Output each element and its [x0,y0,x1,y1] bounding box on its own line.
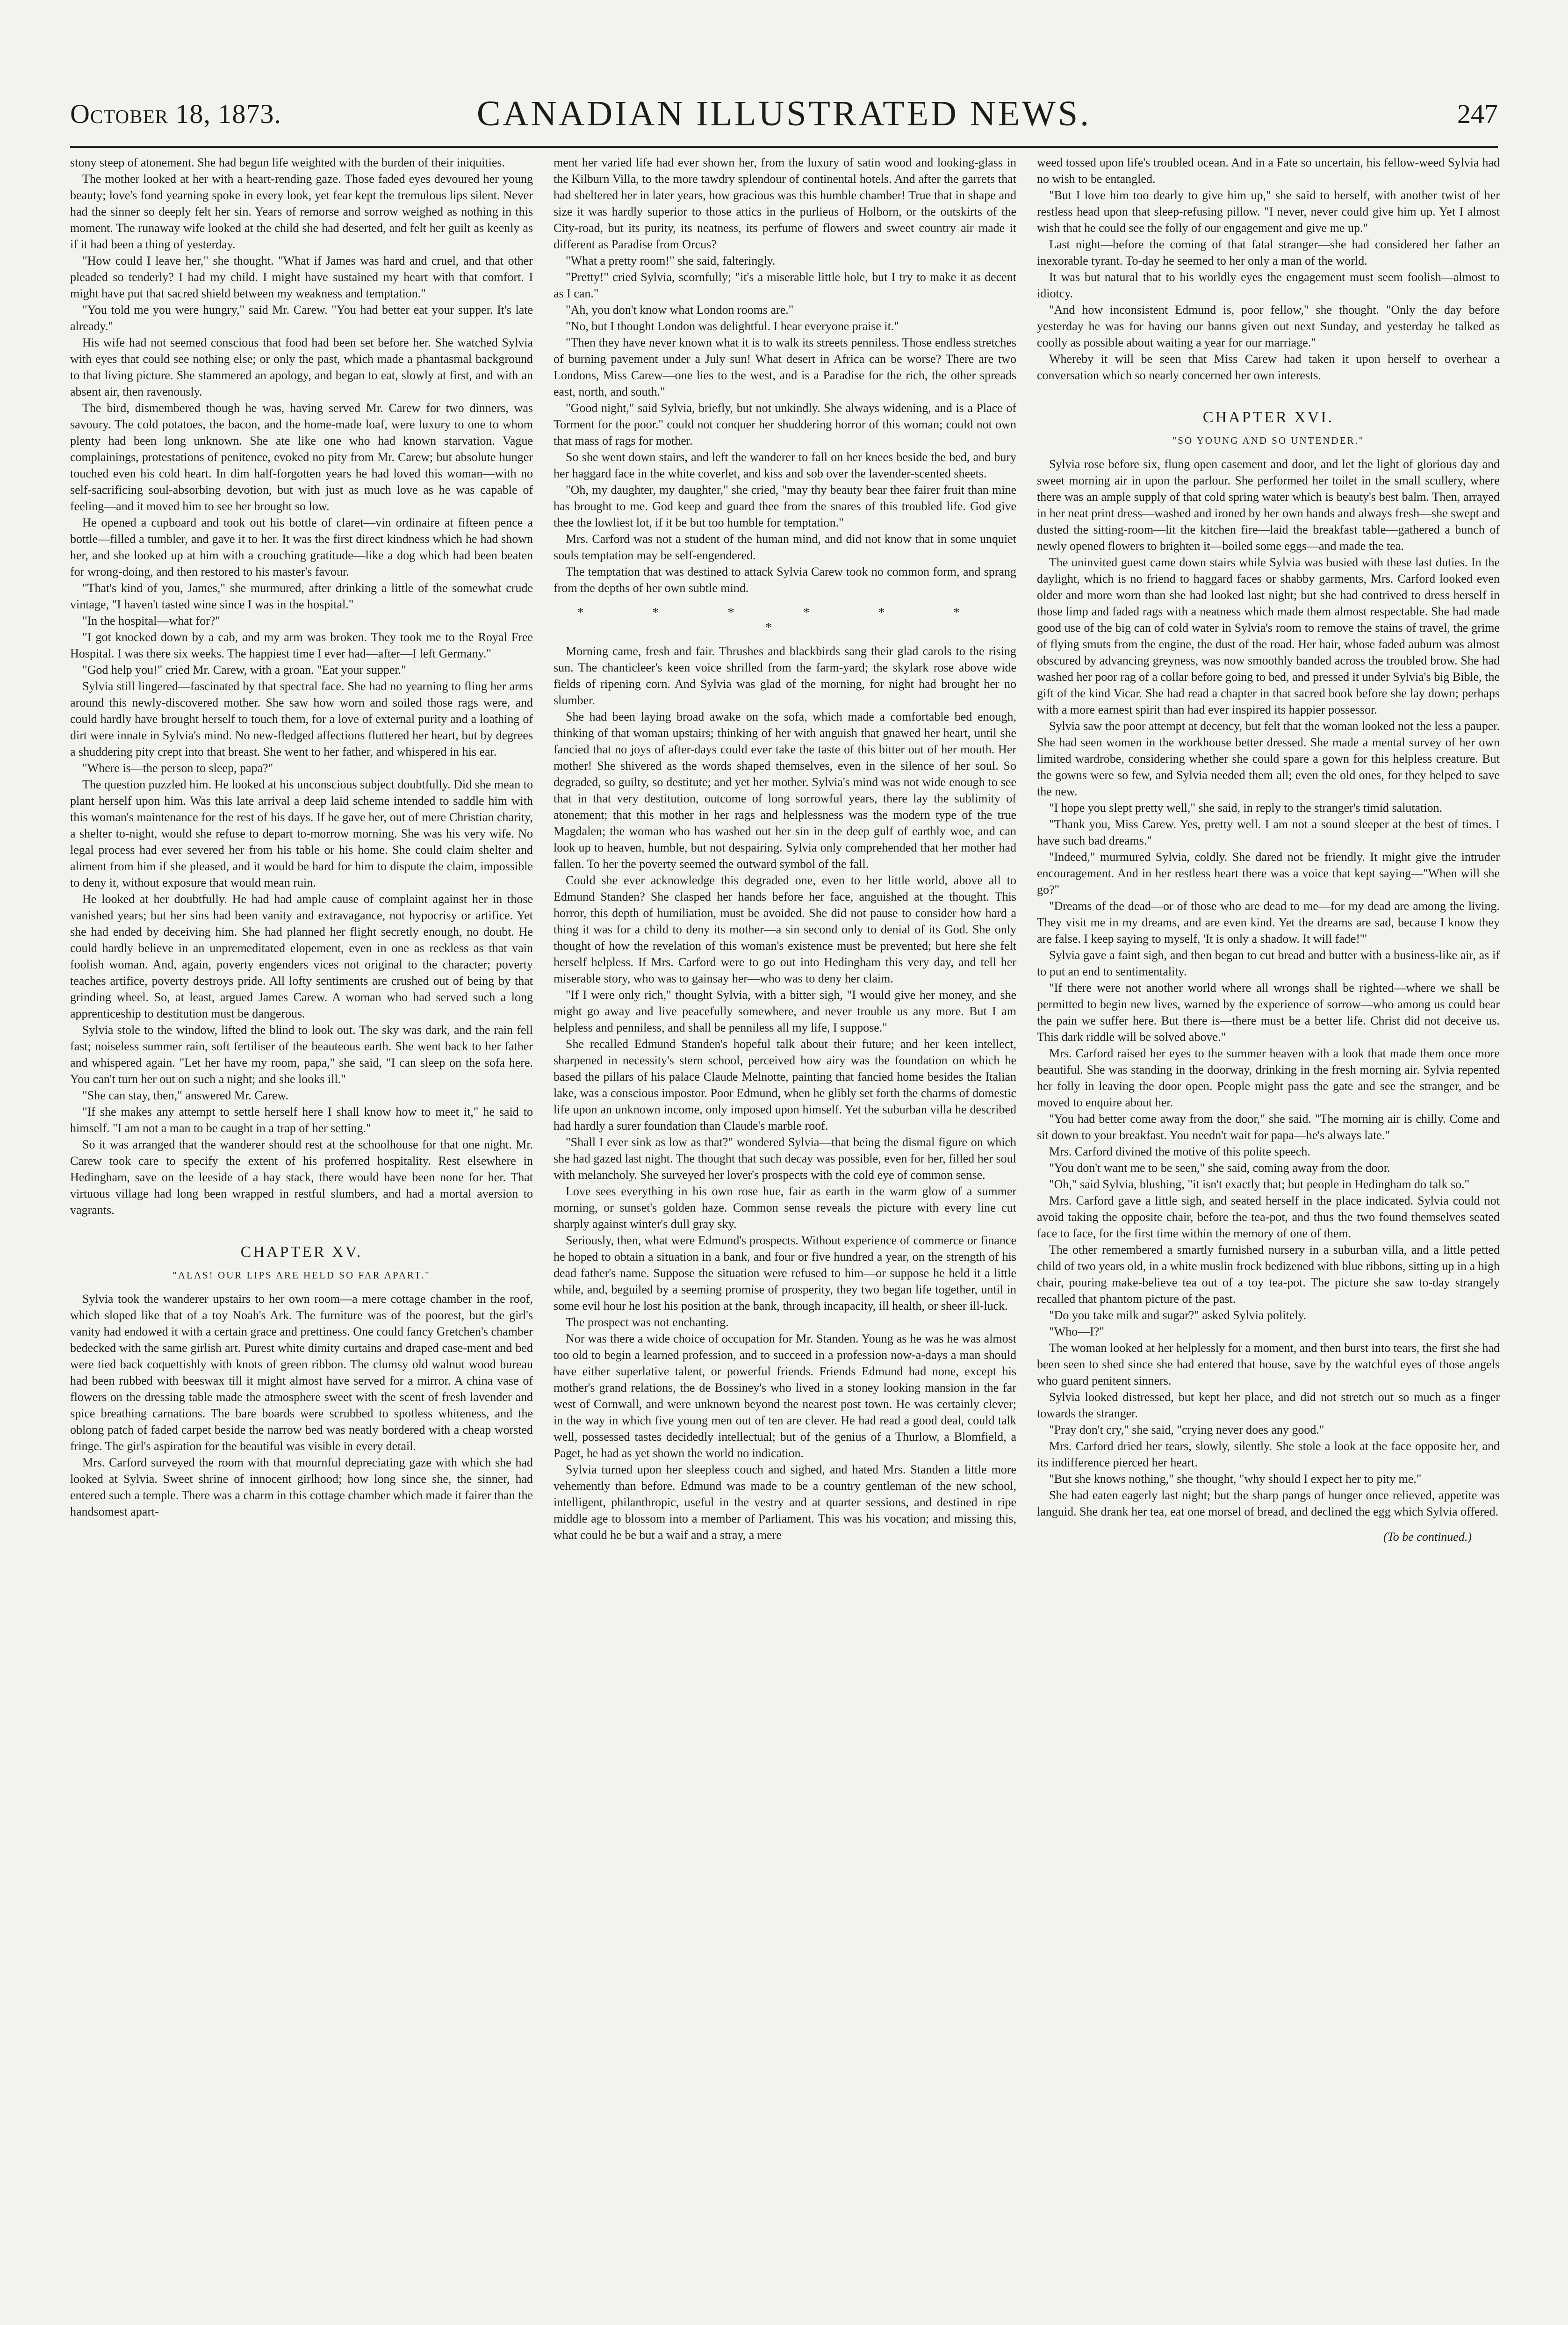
paragraph: The mother looked at her with a heart-rending gaze. Those faded eyes devoured her young beauty; love's fond yearning spoke in every look, yet fear kept the tremulous lips silent. Never had the sinner so deeply felt her sin. Years of remorse and sorrow weighed as nothing in this moment. The runaway wife looked at the child she had deserted, and felt her guilt as keenly as if it had been a thing of yesterday. [70,172,533,251]
paragraph: The prospect was not enchanting. [566,1315,729,1329]
page-number: 247 [1457,99,1498,129]
paragraph: "Oh," said Sylvia, blushing, "it isn't exactly that; but people in Hedingham do talk so." [1049,1177,1470,1191]
paragraph: "Then they have never known what it is to walk its streets penniless. Those endless stretches of burning pavement under a July sun! What desert in Africa can be worse? There are two Londons, Miss Carew—one lies to the west, and is a Paradise for the rich, the other spreads east, north, and south." [554,336,1016,398]
paragraph: Sylvia gave a faint sigh, and then began to cut bread and butter with a business-like air, as if to put an end to sentimentality. [1037,948,1500,978]
paragraph: "You don't want me to be seen," she said, coming away from the door. [1049,1161,1390,1175]
paragraph: The question puzzled him. He looked at his unconscious subject doubtfully. Did she mean to plant herself upon him. Was this late arrival a deep laid scheme intended to saddle him with this woman's maintenance for the rest of his days. If he gave her, out of mere Christian charity, a shelter to-night, would she refuse to depart to-morrow morning. She was his very wife. No legal process had ever severed her from his table or his home. She could claim shelter and aliment from him if she pleased, and it would be hard for him to dispute the claim, impossible to deny it, without exposure that would mean ruin. [70,778,533,889]
paragraph: "What a pretty room!" she said, falteringly. [566,254,776,267]
paragraph: "Ah, you don't know what London rooms are." [566,303,794,317]
paragraph: Mrs. Carford raised her eyes to the summer heaven with a look that made them once more beautiful. She was standing in the doorway, drinking in the fresh morning air. Sylvia repented her folly in leaving the door open. People might pass the gate and see the stranger, and be moved to enquire about her. [1037,1047,1500,1109]
paragraph: "In the hospital—what for?" [82,614,220,628]
column-2-morning-paragraphs [554,643,1016,1543]
text-columns [70,154,1498,2269]
paragraph: Sylvia saw the poor attempt at decency, but felt that the woman looked not the less a pauper. She had seen women in the workhouse better dressed. She made a mental survey of her own limited wardrobe, considering whether she could spare a gown for this helpless creature. But the gowns were so few, and Sylvia needed them all; even the old ones, for they helped to save the new. [1037,719,1500,798]
paragraph: It was but natural that to his worldly eyes the engagement must seem foolish—almost to idiotcy. [1037,270,1500,300]
paragraph: She had been laying broad awake on the sofa, which made a comfortable bed enough, thinking of that woman upstairs; thinking of her with anguish that gnawed her heart, until she fancied that no joys of after-days could ever take the taste of this bitter out of her mouth. Her mother! She shivered as the words shaped themselves, even in the silence of her soul. So degraded, so guilty, so destitute; and yet her mother. Sylvia's mind was not wide enough to see that in that very destitution, outcome of long sorrowful years, there lay the sublimity of atonement; that this mother in her rags and helplessness was the modern type of the true Magdalen; the woman who has washed out her sin in the deep gulf of earthly woe, and can look up to heaven, humble, but not despairing. Sylvia only comprehended that her mother had fallen. To her the poverty seemed the outward symbol of the fall. [554,710,1016,871]
paragraph: Mrs. Carford dried her tears, slowly, silently. She stole a look at the face opposite her, and its indifference pierced her heart. [1037,1439,1500,1469]
column-3 [1037,154,1500,2269]
paragraph: Morning came, fresh and fair. Thrushes and blackbirds sang their glad carols to the rising sun. The chanticleer's keen voice shrilled from the farm-yard; the skylark rose above wide fields of ripening corn. And Sylvia was glad of the morning, for night had brought her no slumber. [554,644,1016,707]
paragraph: Sylvia rose before six, flung open casement and door, and let the light of glorious day and sweet morning air in upon the parlour. She performed her toilet in the small scullery, where there was an ample supply of that cold spring water which is beauty's best balm. Then, arrayed in her neat print dress—washed and ironed by her own hands and always fresh—she swept and dusted the sitting-room—lit the kitchen fire—laid the breakfast table—gathered a bunch of newly opened flowers to brighten it—boiled some eggs—and made the tea. [1037,457,1500,553]
paragraph: "Good night," said Sylvia, briefly, but not unkindly. She always widening, and is a Place of Torment for the poor." could not conquer her shuddering horror of this woman; could not own that mass of rags for mother. [554,401,1016,448]
paragraph: "I hope you slept pretty well," she said, in reply to the stranger's timid salutation. [1049,801,1443,815]
chapter-15-subtitle: "ALAS! OUR LIPS ARE HELD SO FAR APART." [173,1270,431,1281]
column-1-paragraphs [70,154,533,1218]
paragraph: "Indeed," murmured Sylvia, coldly. She dared not be friendly. It might give the intruder encouragement. And in her restless heart there was a voice that kept saying—"When will she go?" [1037,850,1500,896]
paragraph: Mrs. Carford divined the motive of this polite speech. [1049,1145,1310,1158]
column-3-paragraphs [1037,154,1500,383]
paragraph: "That's kind of you, James," she murmured, after drinking a little of the somewhat crude vintage, "I haven't tasted wine since I was in the hospital." [70,581,533,611]
paragraph: She had eaten eagerly last night; but the sharp pangs of hunger once relieved, appetite was languid. She drank her tea, eat one morsel of bread, and declined the egg which Sylvia offered. [1037,1488,1500,1518]
paragraph: Nor was there a wide choice of occupation for Mr. Standen. Young as he was he was almost too old to begin a learned profession, and to succeed in a profession now-a-days a man should have either superlative talent, or powerful friends. Friends Edmund had none, except his mother's grand relations, the de Bossiney's who lived in a stoney looking mansion in the far west of Cornwall, and were unknown beyond the nearest post town. He was certainly clever; in the way in which five young men out of ten are clever. He had read a good deal, could talk well, possessed tastes decidedly intellectual; but of the genius of a Thurlow, a Blomfield, a Paget, he had as yet shown the world no indication. [554,1332,1016,1460]
paragraph: "But she knows nothing," she thought, "why should I expect her to pity me." [1049,1472,1422,1486]
column-2-paragraphs [554,154,1016,596]
paragraph: "No, but I thought London was delightful. I hear everyone praise it." [566,319,899,333]
paragraph: "If there were not another world where all wrongs shall be righted—where we shall be permitted to begin new lives, warned by the experience of sorrow—who among us could bear the pain we suffer here. But there is—there must be a better life. Christ did not deceive us. This dark riddle will be solved above." [1037,981,1500,1044]
paragraph: His wife had not seemed conscious that food had been set before her. She watched Sylvia with eyes that could see nothing else; or only the past, which made a phantasmal background to that living picture. She stammered an apology, and began to eat, slowly at first, and with an absent air, then ravenously. [70,336,533,398]
paragraph: The bird, dismembered though he was, having served Mr. Carew for two dinners, was savoury. The cold potatoes, the bacon, and the home-made loaf, were luxury to one to whom plenty had been long unknown. She ate like one who had known starvation. Vague complainings, protestations of penitence, evoked no pity from Mr. Carew; but absolute hunger touched even his cold heart. In dim half-forgotten years he had loved this woman—with no self-sacrificing soul-absorbing devotion, but with just as much love as he was capable of feeling—and it moved him to see her brought so low. [70,401,533,513]
column-2 [554,154,1016,2269]
paragraph: "Shall I ever sink as low as that?" wondered Sylvia—that being the dismal figure on which she had gazed last night. The thought that such decay was possible, even for her, filled her soul with melancholy. She surveyed her lover's prospects with the cold eye of common sense. [554,1135,1016,1182]
newspaper-title: CANADIAN ILLUSTRATED NEWS. [476,94,1092,133]
to-be-continued: (To be continued.) [1383,1530,1472,1544]
paragraph: "Dreams of the dead—or of those who are dead to me—for my dead are among the living. They visit me in my dreams, and are even kind. Yet the dreams are sad, because I know they are false. I keep saying to myself, 'It is only a shadow. It will fade!'" [1037,899,1500,946]
paragraph: "Pretty!" cried Sylvia, scornfully; "it's a miserable little hole, but I try to make it as decent as I can." [554,270,1016,300]
paragraph: Sylvia looked distressed, but kept her place, and did not stretch out so much as a finger towards the stranger. [1037,1390,1500,1420]
paragraph: Whereby it will be seen that Miss Carew had taken it upon herself to overhear a conversation which so nearly concerned her own interests. [1037,352,1500,382]
masthead [70,94,1498,145]
section-break-stars: * * * * * * * [577,606,993,635]
paragraph: Love sees everything in his own rose hue, fair as earth in the warm glow of a summer morning, or sunset's golden haze. Common sense reveals the picture with every line cut sharply against winter's dull gray sky. [554,1184,1016,1231]
paragraph: Sylvia took the wanderer upstairs to her own room—a mere cottage chamber in the roof, which sloped like that of a toy Noah's Ark. The furniture was of the poorest, but the girl's vanity had endowed it with a certain grace and prettiness. One could fancy Gretchen's chamber bedecked with the same girlish art. Purest white dimity curtains and draped case-ment and bed were tied back coquettishly with knots of green ribbon. The clumsy old walnut wood bureau had been rubbed with beeswax till it might almost have served for a mirror. A china vase of flowers on the dressing table made the atmosphere sweet with the scent of fresh lavender and spice breathing carnations. The bare boards were scrubbed to spotless whiteness, and the oblong patch of faded carpet beside the narrow bed was neatly bordered with a cheap worsted fringe. The girl's aspiration for the beautiful was visible in every detail. [70,1292,533,1453]
paragraph: ment her varied life had ever shown her, from the luxury of satin wood and looking-glass in the Kilburn Villa, to the more tawdry splendour of continental hotels. And after the garrets that had sheltered her in later years, how gracious was this humble chamber! True that in shape and size it was hardly superior to those attics in the purlieus of Holborn, or the outskirts of the City-road, but its purity, its neatness, its perfume of flowers and sweet country air made it different as Paradise from Orcus? [554,156,1016,251]
paragraph: "If she makes any attempt to settle herself here I shall know how to meet it," he said to himself. "I am not a man to be caught in a trap of her setting." [70,1105,533,1135]
paragraph: The woman looked at her helplessly for a moment, and then burst into tears, the first she had been seen to shed since she had entered that house, save by the watchful eyes of those angels who guard penitent sinners. [1037,1341,1500,1387]
paragraph: "Oh, my daughter, my daughter," she cried, "may thy beauty bear thee fairer fruit than mine has brought to me. God keep and guard thee from the snares of this troubled life. God give thee the lowliest lot, if it be but too humble for temptation." [554,483,1016,529]
paragraph: "Who—I?" [1049,1325,1104,1338]
chapter-15-heading: CHAPTER XV. [240,1243,363,1261]
paragraph: "But I love him too dearly to give him up," she said to herself, with another twist of her restless head upon that sleep-refusing pillow. "I never, never could give him up. Yet I almost wish that he could see the folly of our engagement and give me up." [1037,188,1500,235]
paragraph: "Do you take milk and sugar?" asked Sylvia politely. [1049,1308,1307,1322]
paragraph: "I got knocked down by a cab, and my arm was broken. They took me to the Royal Free Hospital. I was there six weeks. The happiest time I ever had—after—I left Germany." [70,630,533,660]
paragraph: She recalled Edmund Standen's hopeful talk about their future; and her keen intellect, sharpened in necessity's stern school, perceived how airy was the foundation on which he based the pillars of his palace Claude Melnotte, painting that fancied home besides the Italian lake, was a conscious impostor. Poor Edmund, when he glibly set forth the charms of domestic life upon an unknown income, only imposed upon himself. Yet the suburban villa he described had hardly a surer foundation than Claude's marble roof. [554,1037,1016,1133]
paragraph: Seriously, then, what were Edmund's prospects. Without experience of commerce or finance he hoped to obtain a situation in a bank, and four or five hundred a year, on the strength of his dead father's name. Suppose the situation were refused to him—or suppose he held it a little while, and, beguiled by a seeming promise of prosperity, they two began life together, until in some evil hour he lost his position at the bank, through incapacity, ill health, or sheer ill-luck. [554,1234,1016,1313]
paragraph: stony steep of atonement. She had begun life weighted with the burden of their iniquities. [70,156,505,169]
column-1-chapter-15-paragraphs [70,1291,533,1520]
paragraph: The temptation that was destined to attack Sylvia Carew took no common form, and sprang from the depths of her own subtle mind. [554,565,1016,595]
paragraph: The uninvited guest came down stairs while Sylvia was busied with these last duties. In the daylight, which is no friend to haggard faces or shabby garments, Mrs. Carford looked even older and more worn than she had looked last night; but she had contrived to dress herself in those limp and faded rags with a neatness which made them almost respectable. She had made good use of the big can of cold water in Sylvia's room to remove the stains of travel, the grime of flying smuts from the engine, the dust of the road. Her hair, whose faded auburn was almost obscured by advancing greyness, was now smoothly banded across the troubled brow. She had washed her poor rag of a collar before going to bed, and pressed it under Sylvia's big Bible, the gift of the kind Vicar. She had read a chapter in that sacred book before she lay down; perhaps with a more earnest spirit than had ever inspired its happier possessor. [1037,556,1500,716]
paragraph: Mrs. Carford gave a little sigh, and seated herself in the place indicated. Sylvia could not avoid taking the opposite chair, before the tea-pot, and thus the two found themselves seated face to face, for the first time within the memory of one of them. [1037,1194,1500,1240]
paragraph: "Thank you, Miss Carew. Yes, pretty well. I am not a sound sleeper at the best of times. I have such bad dreams." [1037,817,1500,847]
paragraph: "God help you!" cried Mr. Carew, with a groan. "Eat your supper." [82,663,406,677]
paragraph: "Where is—the person to sleep, papa?" [82,761,273,775]
paragraph: Could she ever acknowledge this degraded one, even to her little world, above all to Edmund Standen? She clasped her hands before her face, anguished at the thought. This horror, this depth of humiliation, must be avoided. She did not pause to consider how hard a thing it was for a child to deny its mother—a sin second only to denial of its God. She only thought of how the revelation of this woman's existence must be prevented; but here she felt herself helpless. If Mrs. Carford were to go out into Hedingham this very day, and tell her miserable story, who was to gainsay her—who was to deny her claim. [554,874,1016,985]
paragraph: He opened a cupboard and took out his bottle of claret—vin ordinaire at fifteen pence a bottle—filled a tumbler, and gave it to her. It was the first direct kindness which he had shown her, and she looked up at him with a crouching gratitude—like a dog which had been beaten for wrong-doing, and then restored to his master's favour. [70,516,533,578]
paragraph: So it was arranged that the wanderer should rest at the schoolhouse for that one night. Mr. Carew took care to specify the extent of his proferred hospitality. Rest elsewhere in Hedingham, save on the leeside of a hay stack, there would have been none for her. That virtuous village had long been wrapped in restful slumbers, and had a mortal aversion to vagrants. [70,1138,533,1217]
column-3-chapter-16-paragraphs [1037,456,1500,1520]
paragraph: Sylvia turned upon her sleepless couch and sighed, and hated Mrs. Standen a little more vehemently than before. Edmund was made to be a country gentleman of the new school, intelligent, philanthropic, useful in the vestry and at quarter sessions, and destined in ripe middle age to blossom into a member of Parliament. This was his vocation; and missing this, what could he be but a waif and a stray, a mere [554,1463,1016,1542]
paragraph: So she went down stairs, and left the wanderer to fall on her knees beside the bed, and bury her haggard face in the white coverlet, and kiss and sob over the lavender-scented sheets. [554,450,1016,480]
paragraph: "You had better come away from the door," she said. "The morning air is chilly. Come and sit down to your breakfast. You needn't wait for papa—he's always late." [1037,1112,1500,1142]
paragraph: weed tossed upon life's troubled ocean. And in a Fate so uncertain, his fellow-weed Sylvia had no wish to be entangled. [1037,156,1500,186]
issue-date: October 18, 1873. [70,99,281,129]
paragraph: Mrs. Carford surveyed the room with that mournful depreciating gaze with which she had looked at Sylvia. Sweet shrine of innocent girlhood; how long since she, the sinner, had entered such a temple. There was a charm in this cottage chamber which made it fairer than the handsomest apart- [70,1456,533,1518]
paragraph: Sylvia still lingered—fascinated by that spectral face. She had no yearning to fling her arms around this newly-discovered mother. She saw how worn and soiled those rags were, and could hardly have brought herself to touch them, for a love of external purity and a loathing of dirt were innate in Sylvia's mind. No new-fledged affections fluttered her heart, but by degrees a shuddering pity crept into that breast. She went to her father, and whispered in his ear. [70,679,533,758]
paragraph: Mrs. Carford was not a student of the human mind, and did not know that in some unquiet souls temptation may be self-engendered. [554,532,1016,562]
chapter-16-subtitle: "SO YOUNG AND SO UNTENDER." [1172,435,1365,446]
paragraph: "And how inconsistent Edmund is, poor fellow," she thought. "Only the day before yesterday he was for having our banns given out next Sunday, and yesterday he talked as coolly as possible about waiting a year for our marriage." [1037,303,1500,349]
paragraph: The other remembered a smartly furnished nursery in a suburban villa, and a little petted child of two years old, in a white muslin frock bedizened with blue ribbons, sitting up in a high chair, pouring make-believe tea out of a toy tea-pot. The picture she saw to-day strangely recalled that phantom picture of the past. [1037,1243,1500,1306]
header-rule [70,146,1498,148]
paragraph: "She can stay, then," answered Mr. Carew. [82,1089,288,1102]
paragraph: "Pray don't cry," she said, "crying never does any good." [1049,1423,1324,1437]
column-1 [70,154,533,2269]
paragraph: "How could I leave her," she thought. "What if James was hard and cruel, and that other pleaded so tenderly? I had my child. I might have sustained my heart with that comfort. I might have put that sacred shield between my weakness and temptation." [70,254,533,300]
chapter-16-heading: CHAPTER XVI. [1202,409,1334,426]
paragraph: Sylvia stole to the window, lifted the blind to look out. The sky was dark, and the rain fell fast; noiseless summer rain, soft fertiliser of the beauteous earth. She went back to her father and whispered again. "Let her have my room, papa," she said, "I can sleep on the sofa here. You can't turn her out on such a night; and she looks ill." [70,1023,533,1086]
paragraph: "You told me you were hungry," said Mr. Carew. "You had better eat your supper. It's late already." [70,303,533,333]
paragraph: "If I were only rich," thought Sylvia, with a bitter sigh, "I would give her money, and she might go away and live peacefully somewhere, and never trouble us any more. But I am helpless and penniless, and shall be penniless all my life, I suppose." [554,988,1016,1034]
paragraph: Last night—before the coming of that fatal stranger—she had considered her father an inexorable tyrant. To-day he seemed to her only a man of the world. [1037,238,1500,267]
paragraph: He looked at her doubtfully. He had had ample cause of complaint against her in those vanished years; but her sins had been vanity and extravagance, not hypocrisy or artifice. Yet she had ended by deceiving him. She had planned her flight secretly enough, no doubt. He could hardly believe in an unpremeditated elopement, even in one as reckless as that vain foolish woman. And, again, poverty engenders vices not original to the character; poverty teaches artifice, poverty destroys pride. All lofty sentiments are crushed out of being by that grinding wheel. So, at least, argued James Carew. A woman who had served such a long apprenticeship to destitution must be dangerous. [70,892,533,1020]
